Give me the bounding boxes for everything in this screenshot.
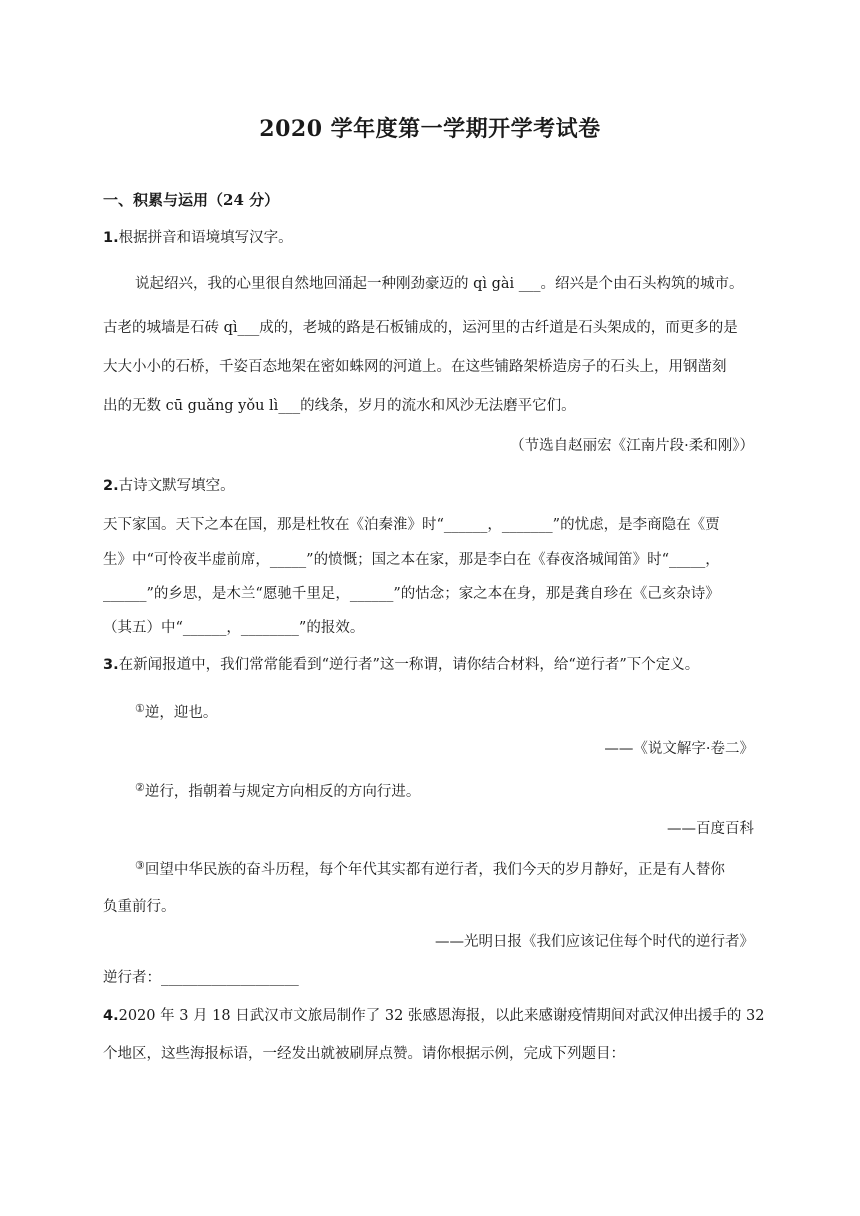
question-number: 2. — [103, 478, 119, 494]
section-heading: 一、积累与运用（24 分） — [103, 191, 280, 209]
poem-fill-line: （其五）中“______，________”的报效。 — [103, 620, 365, 636]
answer-line — [103, 970, 760, 987]
material-text: 逆行，指朝着与规定方向相反的方向行进。 — [144, 784, 421, 800]
passage-line: 古老的城墙是石砖 qì___成的，老城的路是石板铺成的，运河里的古纤道是石头架成的，而更多的是 — [103, 320, 738, 336]
passage-source: （节选自赵丽宏《江南片段·柔和刚》） — [510, 438, 754, 454]
question-text: 个地区，这些海报标语，一经发出就被刷屏点赞。请你根据示例，完成下列题目： — [103, 1046, 625, 1062]
question-number: 3. — [103, 657, 119, 673]
circled-number: ① — [135, 702, 145, 715]
poem-fill-line: ______”的乡思，是木兰“愿驰千里足，______”的怙念；家之本在身，那是龚自珍在《己亥杂诗》 — [103, 586, 720, 602]
question-text: 根据拼音和语境填写汉字。 — [118, 230, 293, 246]
material-source: ——光明日报《我们应该记住每个时代的逆行者》 — [435, 934, 754, 950]
question-number: 1. — [103, 230, 119, 246]
material-1 — [135, 702, 792, 722]
material-3 — [135, 859, 792, 879]
answer-label: 逆行者： — [103, 970, 161, 986]
circled-number: ② — [135, 781, 145, 794]
question-text: 在新闻报道中，我们常常能看到“逆行者”这一称谓，请你结合材料，给“逆行者”下个定义。 — [118, 657, 700, 673]
page-title: 2020 学年度第一学期开学考试卷 — [259, 116, 601, 142]
material-text: 回望中华民族的奋斗历程，每个年代其实都有逆行者，我们今天的岁月静好，正是有人替你 — [144, 862, 725, 878]
circled-number: ③ — [135, 859, 145, 872]
material-text: 逆，迎也。 — [144, 705, 218, 721]
question-text: 2020 年 3 月 18 日武汉市文旅局制作了 32 张感恩海报，以此来感谢疫情期间对武汉伸出援手的 32 — [118, 1008, 765, 1024]
material-source: ——百度百科 — [667, 821, 754, 837]
material-2 — [135, 781, 792, 801]
answer-blank[interactable]: ___________________ — [161, 970, 299, 986]
material-source: ——《说文解字·卷二》 — [604, 741, 754, 757]
material-text: 负重前行。 — [103, 899, 176, 915]
poem-fill-line: 生》中“可怜夜半虚前席，_____”的愤慨；国之本在家，那是李白在《春夜洛城闻笛》时“_____， — [103, 552, 720, 568]
question-2-prompt — [103, 478, 760, 495]
passage-line: 出的无数 cū guǎng yǒu lì___的线条，岁月的流水和风沙无法磨平它们。 — [103, 398, 576, 414]
question-text: 古诗文默写填空。 — [118, 478, 235, 494]
question-number: 4. — [103, 1008, 119, 1024]
passage-line: 大大小小的石桥，千姿百态地架在密如蛛网的河道上。在这些铺路架桥造房子的石头上，用钢凿刻 — [103, 359, 727, 375]
passage-line: 说起绍兴，我的心里很自然地回涌起一种刚劲豪迈的 qì gài ___。绍兴是个由石头构筑的城市。 — [135, 276, 744, 292]
question-3-prompt — [103, 657, 760, 674]
question-1-prompt — [103, 230, 760, 247]
question-4-line — [103, 1008, 765, 1025]
poem-fill-line: 天下家国。天下之本在国，那是杜牧在《泊秦淮》时“______，_______”的忧虑，是李商隐在《贾 — [103, 517, 720, 533]
